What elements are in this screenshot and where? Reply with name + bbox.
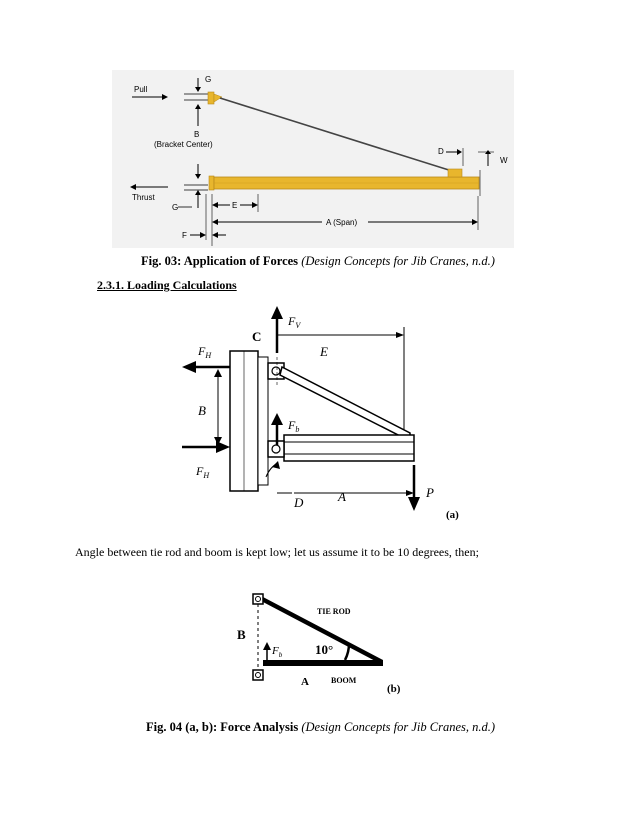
- section-heading: 2.3.1. Loading Calculations: [97, 278, 237, 292]
- bottom-pin-4b: [256, 673, 261, 678]
- label-fh-top-main: F: [198, 344, 206, 358]
- label-thrust: Thrust: [132, 193, 155, 202]
- top-pin: [272, 367, 280, 375]
- label-a-4a: A: [338, 489, 346, 504]
- tie-rod-4a: [280, 367, 410, 441]
- label-pull: Pull: [134, 85, 148, 94]
- fb-arrowhead: [271, 413, 283, 425]
- label-fb-4b-sub: b: [278, 651, 283, 659]
- figure-04-caption: [146, 720, 495, 735]
- b-dim-arrowhead-top: [214, 369, 222, 377]
- column-flange: [258, 357, 268, 485]
- figure-03-jib-crane-diagram: [112, 70, 514, 248]
- label-d-4a: D: [294, 495, 304, 510]
- label-boom: BOOM: [331, 676, 357, 685]
- label-fb-4b: [271, 645, 283, 659]
- figure-04a-force-diagram: [170, 305, 470, 527]
- label-fh-top: [197, 344, 212, 360]
- figure-04b-tag: (b): [387, 683, 401, 695]
- label-g-bottom: G: [172, 203, 179, 212]
- figure-background: [112, 70, 514, 248]
- p-arrowhead: [408, 497, 420, 511]
- label-fv-main: F: [288, 314, 296, 328]
- label-fb-sub: b: [295, 425, 300, 434]
- figure-04-caption-source: (Design Concepts for Jib Cranes, n.d.): [301, 720, 496, 734]
- label-p: P: [426, 485, 434, 500]
- figure-03-caption-source: (Design Concepts for Jib Cranes, n.d.): [301, 254, 495, 268]
- top-pin-4b: [256, 597, 261, 602]
- label-fb: [287, 418, 299, 434]
- label-tie-rod: TIE ROD: [317, 607, 351, 616]
- fb-arrowhead-4b: [263, 642, 271, 650]
- label-e: E: [232, 201, 238, 210]
- figure-04-caption-title: Fig. 04 (a, b): Force Analysis: [146, 720, 299, 734]
- label-w: W: [500, 156, 508, 165]
- fh-bottom-arrowhead: [216, 441, 230, 453]
- label-d: D: [438, 147, 444, 156]
- label-a-4b: A: [301, 676, 309, 688]
- label-bracket-center: (Bracket Center): [154, 140, 213, 149]
- label-a-span: A (Span): [326, 218, 358, 227]
- label-c: C: [252, 329, 262, 344]
- label-fh-bottom-sub: H: [203, 471, 210, 480]
- fh-top-arrowhead: [182, 361, 196, 373]
- tie-rod-lug: [448, 169, 462, 177]
- label-fb-4b-main: F: [272, 645, 279, 657]
- bottom-bracket: [209, 176, 214, 190]
- top-bracket: [208, 92, 214, 104]
- label-b-4a: B: [198, 403, 206, 418]
- bottom-pin: [272, 445, 280, 453]
- label-angle: 10°: [315, 642, 334, 657]
- label-fv-sub: V: [295, 321, 301, 330]
- figure-03-caption-title: Fig. 03: Application of Forces: [141, 254, 299, 268]
- label-e-4a: E: [320, 344, 328, 359]
- label-fv: [287, 314, 301, 330]
- label-b: B: [194, 130, 200, 139]
- figure-04a-tag: (a): [446, 509, 459, 521]
- boom-4a: [284, 435, 414, 461]
- d-leader-arrowhead: [272, 461, 280, 469]
- label-fb-main: F: [288, 418, 296, 432]
- label-f: F: [182, 231, 187, 240]
- label-b-4b: B: [237, 627, 246, 642]
- figure-04b-triangle-diagram: [225, 586, 415, 698]
- figure-03-caption: [141, 254, 495, 269]
- label-fh-bottom: [195, 464, 210, 480]
- label-g-top: G: [205, 75, 212, 84]
- e-dim-arrowhead: [396, 332, 404, 338]
- fv-arrowhead: [271, 306, 283, 319]
- angle-paragraph: Angle between tie rod and boom is kept low; let us assume it to be 10 degrees, then;: [75, 545, 479, 559]
- boom-4b: [263, 660, 383, 666]
- label-fh-top-sub: H: [205, 351, 212, 360]
- label-fh-bottom-main: F: [196, 464, 204, 478]
